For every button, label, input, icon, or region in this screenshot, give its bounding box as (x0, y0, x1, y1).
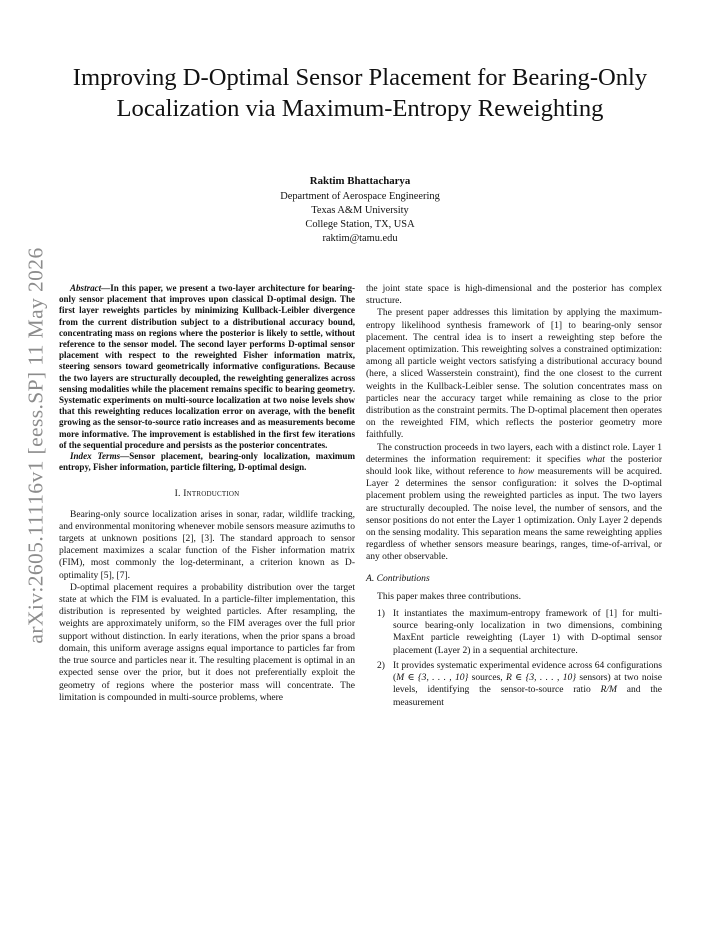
section-number: I. (174, 488, 181, 500)
contribution-number: 2) (377, 659, 385, 671)
contributions-intro: This paper makes three contributions. (377, 590, 521, 602)
intro-paragraph-3: The present paper addresses this limitation by applying the maximum-entropy likelihood synthesis framework of [1] to bearing-only sensor placement. The central idea is to insert a reweighting step before the placement optimization. This reweighting solves a constrained optimization: among all particle weight vectors satisfying a distributional accuracy bound (here, a sliced Wasserstein constraint), find the one closest to the current weights in the Kullback-Leibler sense. The solution concentrates mass on particles near the accuracy target while remaining as close to the prior distribution as the constraint permits. The D-optimal placement then operates on the reweighted FIM, which reflects the posterior geometry more faithfully. (366, 307, 662, 441)
section-heading-introduction (59, 488, 355, 500)
intro-paragraph-4 (366, 442, 662, 564)
abstract-dash: — (101, 283, 111, 293)
emphasis-how: how (518, 466, 535, 478)
para-text: measurements will be acquired. Layer 2 determines the sensor configuration: it solves the D-optimal placement problem using the reweighted particles as input. The two layers are structurally decoupled. The noise level, the number of sensors, and the sensor positions do not enter the Layer 1 optimization. Only Layer 2 depends on the sensing modality. This separation means the same reweighting applies regardless of whether sensors measure bearings, ranges, time-of-arrival, or any other observable. (366, 466, 662, 563)
subsection-heading-contributions: A. Contributions (366, 572, 430, 584)
math-sensors: R ∈ {3, . . . , 10} (506, 672, 577, 684)
intro-continuation: the joint state space is high-dimensional and the posterior has complex structure. (366, 283, 662, 307)
contribution-text: It provides systematic experimental evidence across 64 configurations ( (393, 659, 662, 684)
left-column (59, 283, 355, 704)
section-title: Introduction (183, 488, 240, 500)
author-department: Department of Aerospace Engineering (280, 191, 440, 202)
index-terms (59, 451, 355, 473)
index-terms-label: Index Terms (70, 451, 121, 462)
intro-paragraph-2: D-optimal placement requires a probability distribution over the target state at which the FIM is evaluated. In a particle-filter implementation, this distribution is represented by weighted particles. After resampling, the weights are approximately uniform, so the FIM averages over the full prior support without distinction. In early iterations, when the prior spans a broad domain, this uniform average assigns equal importance to particles far from the true source and particles near it. The resulting placement is optimal in an expected sense over the prior, but it does not preferentially exploit the geometry of regions where the posterior mass will concentrate. The limitation is compounded in multi-source problems, where (59, 581, 355, 703)
abstract-text: In this paper, we present a two-layer architecture for bearing-only sensor placement that improves upon classical D-optimal design. The first layer reweights particles by minimizing Kullback-Leibler divergence from the current distribution subject to a distributional accuracy bound, concentrating mass on regions where the posterior is likely to settle, without reference to the sensor model. The second layer performs D-optimal sensor placement with respect to the reweighted Fisher information matrix, steering sensors toward geometrically informative configurations. Because the two layers are structurally decoupled, the reweighting generalizes across sensing modalities while the placement remains specific to bearing geometry. Systematic experiments on multi-source localization at two noise levels show that this reweighting reduces localization error on average, with the benefit growing as the sensor-to-source ratio increases and as measurements become more informative. The improvement is established in the first few iterations of the sequential procedure and persists as the posterior concentrates. (59, 283, 355, 450)
contribution-text: It instantiates the maximum-entropy framework of [1] for multi-source bearing-only localization in two dimensions, combining MaxEnt particle reweighting (Layer 1) with D-optimal sensor placement (Layer 2) in a sequential architecture. (393, 608, 662, 656)
index-terms-dash: — (120, 451, 130, 462)
math-ratio: R/M (600, 684, 617, 696)
author-block (160, 174, 560, 246)
contribution-item (366, 608, 662, 657)
contribution-text: sensors) at two noise levels, identifying the sensor-to-source ratio (393, 672, 663, 696)
contribution-text: sources, (468, 672, 507, 684)
author-name: Raktim Bhattacharya (309, 175, 411, 187)
para-text: the posterior should look like, without reference to (366, 453, 662, 478)
abstract (59, 283, 355, 451)
contribution-number: 1) (377, 608, 385, 620)
paper-title: Improving D-Optimal Sensor Placement for Bearing-Only Localization via Maximum-Entropy Reweighting (72, 64, 648, 122)
emphasis-what: what (586, 453, 605, 465)
para-text: The construction proceeds in two layers, each with a distinct role. Layer 1 determines the information requirement: it specifies (366, 441, 662, 465)
index-terms-text: Sensor placement, bearing-only localization, maximum entropy, Fisher information, particle filtering, D-optimal design. (59, 451, 355, 473)
contribution-item (366, 660, 662, 709)
arxiv-stamp-text: arXiv:2605.11116v1 [eess.SP] 11 May 2026 (23, 246, 48, 644)
right-column (366, 283, 662, 712)
arxiv-stamp (15, 230, 57, 660)
contribution-text: and the measurement (393, 684, 662, 708)
contributions-list (366, 608, 662, 709)
author-email: raktim@tamu.edu (322, 233, 398, 244)
author-location: College Station, TX, USA (305, 219, 415, 230)
author-university: Texas A&M University (311, 205, 409, 216)
intro-paragraph-1: Bearing-only source localization arises in sonar, radar, wildlife tracking, and environmental monitoring whenever mobile sensors measure azimuths to targets at unknown positions [2], [3]. The standard approach to sensor placement maximizes a scalar function of the Fisher information matrix (FIM), most commonly the log-determinant, a criterion known as D-optimality [5], [7]. (59, 508, 355, 581)
math-sources: M ∈ {3, . . . , 10} (396, 672, 469, 684)
abstract-label: Abstract (70, 283, 102, 293)
